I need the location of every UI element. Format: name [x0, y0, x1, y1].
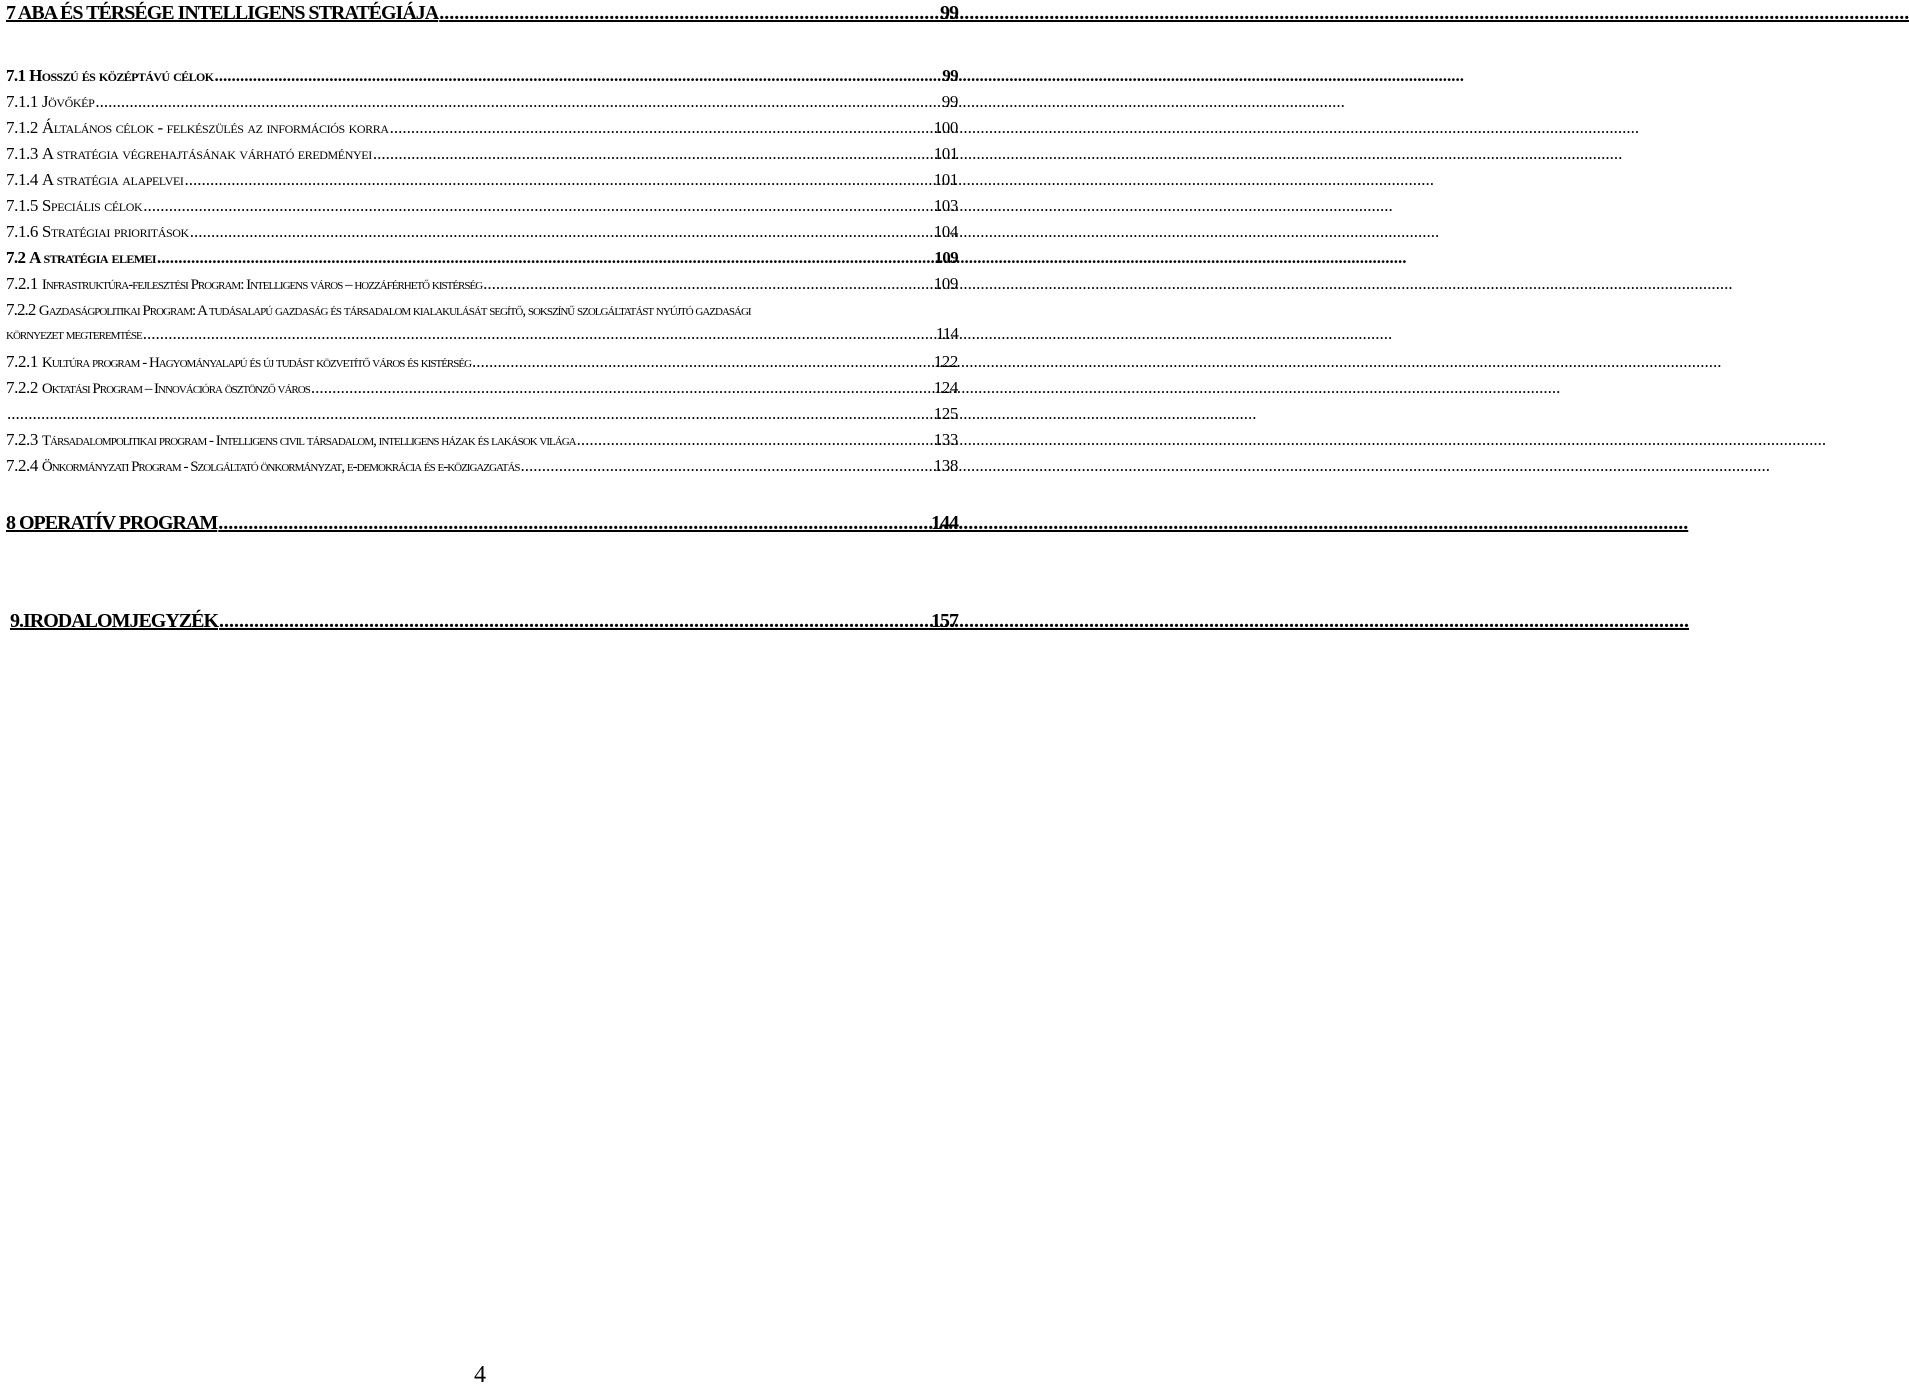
toc-entry-blank[interactable]: [6, 404, 958, 424]
leader-dots: [472, 352, 933, 372]
toc-entry-number: 7.1.1: [6, 92, 39, 111]
leader-dots: [219, 610, 930, 633]
leader-dots: [185, 170, 933, 190]
toc-chapter-7[interactable]: [6, 2, 958, 25]
toc-entry-title: Infrastruktúra-fejlesztési Program: Intelligens város – hozzáférhető kistérség: [41, 277, 483, 293]
toc-entry-7-2-3[interactable]: [6, 430, 958, 450]
toc-entry-title: Kultúra program - Hagyományalapú és új tudást közvetítő város és kistérség: [41, 355, 472, 371]
leader-dots: [390, 118, 933, 138]
toc-entry-title: A stratégia végrehajtásának várható eredményei: [41, 144, 372, 163]
toc-entry-title: 7 ABA ÉS TÉRSÉGE INTELLIGENS STRATÉGIÁJA: [6, 2, 439, 24]
toc-entry-7-1-6[interactable]: [6, 222, 958, 242]
toc-chapter-8[interactable]: [6, 512, 958, 535]
toc-entry-title: Társadalompolitikai program - Intelligens civil társadalom, intelligens házak és lakások világa: [41, 433, 576, 449]
toc-entry-number: 7.2.3: [6, 430, 39, 449]
toc-entry-number: 7.2.4: [6, 456, 39, 475]
toc-entry-title: 9.IRODALOMJEGYZÉK: [10, 610, 219, 632]
leader-dots: [373, 144, 933, 164]
toc-entry-7-2-2-education[interactable]: [6, 378, 958, 398]
toc-entry-page: 122: [933, 352, 958, 371]
toc-entry-number: 7.1.6: [6, 222, 39, 241]
leader-dots: [214, 66, 941, 86]
toc-chapter-9[interactable]: [10, 610, 958, 633]
toc-entry-number: 7.1.3: [6, 144, 39, 163]
toc-entry-7-1[interactable]: [6, 66, 958, 86]
leader-dots: [521, 456, 933, 476]
leader-dots: [439, 2, 939, 25]
toc-entry-7-1-2[interactable]: [6, 118, 958, 138]
toc-entry-page: 157: [931, 610, 958, 632]
toc-entry-title-continued: környezet megteremtése: [6, 327, 142, 343]
toc-entry-page: 138: [933, 456, 958, 475]
toc-entry-page: 125: [933, 404, 958, 423]
toc-entry-7-1-5[interactable]: [6, 196, 958, 216]
toc-entry-7-2-1-infrastructure[interactable]: [6, 274, 958, 294]
toc-entry-title: Gazdaságpolitikai Program: A tudásalapú gazdaság és társadalom kialakulását segítő, sokszínű szolgáltatást nyújtó gazdasági: [38, 303, 751, 319]
toc-entry-number: 7.2.1: [6, 352, 39, 371]
leader-dots: [577, 430, 933, 450]
toc-entry-7-2-1-culture[interactable]: [6, 352, 958, 372]
toc-entry-number: 7.1.2: [6, 118, 39, 137]
toc-entry-page: 104: [933, 222, 958, 241]
toc-entry-page: 101: [933, 144, 958, 163]
toc-entry-number: 7.2.2: [6, 378, 39, 397]
toc-entry-number: 7.2: [6, 248, 26, 267]
leader-dots: [143, 324, 935, 344]
toc-entry-number: 7.1.4: [6, 170, 39, 189]
leader-dots: [157, 248, 933, 268]
toc-entry-page: 109: [934, 248, 958, 267]
toc-entry-page: 124: [933, 378, 958, 397]
leader-dots: [190, 222, 933, 242]
toc-entry-title: Általános célok - felkészülés az információs korra: [41, 118, 389, 137]
leader-dots: [218, 512, 930, 535]
toc-entry-number: 7.2.2: [6, 300, 36, 319]
toc-entry-title: A stratégia alapelvei: [41, 170, 184, 189]
leader-dots: [311, 378, 933, 398]
toc-entry-page: 133: [933, 430, 958, 449]
toc-entry-7-1-3[interactable]: [6, 144, 958, 164]
toc-entry-page: 99: [940, 2, 958, 24]
page-number: 4: [474, 1362, 486, 1388]
leader-dots: [483, 274, 933, 294]
toc-entry-page: 101: [933, 170, 958, 189]
toc-entry-7-2[interactable]: [6, 248, 958, 268]
toc-entry-number: 7.2.1: [6, 274, 39, 293]
toc-entry-number: 7.1.5: [6, 196, 39, 215]
toc-entry-page: 109: [933, 274, 958, 293]
toc-entry-page: 99: [941, 92, 958, 111]
toc-entry-7-1-4[interactable]: [6, 170, 958, 190]
toc-entry-page: 114: [935, 324, 958, 343]
toc-entry-page: 100: [933, 118, 958, 137]
toc-entry-title: Speciális célok: [41, 196, 143, 215]
leader-dots: [143, 196, 932, 216]
toc-entry-title: Oktatási Program – Innovációra ösztönző város: [41, 381, 310, 397]
toc-entry-number: 7.1: [6, 66, 26, 85]
leader-dots: [7, 404, 933, 424]
toc-entry-7-2-4[interactable]: [6, 456, 958, 476]
toc-entry-7-1-1[interactable]: [6, 92, 958, 112]
toc-entry-7-2-2-economy[interactable]: [6, 300, 958, 344]
toc-entry-title: Hosszú és középtávú célok: [29, 66, 214, 85]
toc-entry-title: 8 OPERATÍV PROGRAM: [6, 512, 218, 534]
toc-entry-title: Stratégiai prioritások: [41, 222, 189, 241]
toc-entry-title: Önkormányzati Program - Szolgáltató önkormányzat, e-demokrácia és e-közigazgatás: [41, 459, 520, 475]
toc-entry-page: 103: [933, 196, 958, 215]
toc-entry-title: A stratégia elemei: [29, 248, 156, 267]
toc-entry-page: 99: [942, 66, 958, 85]
toc-entry-page: 144: [931, 512, 958, 534]
leader-dots: [95, 92, 940, 112]
toc-entry-title: Jövőkép: [41, 92, 95, 111]
